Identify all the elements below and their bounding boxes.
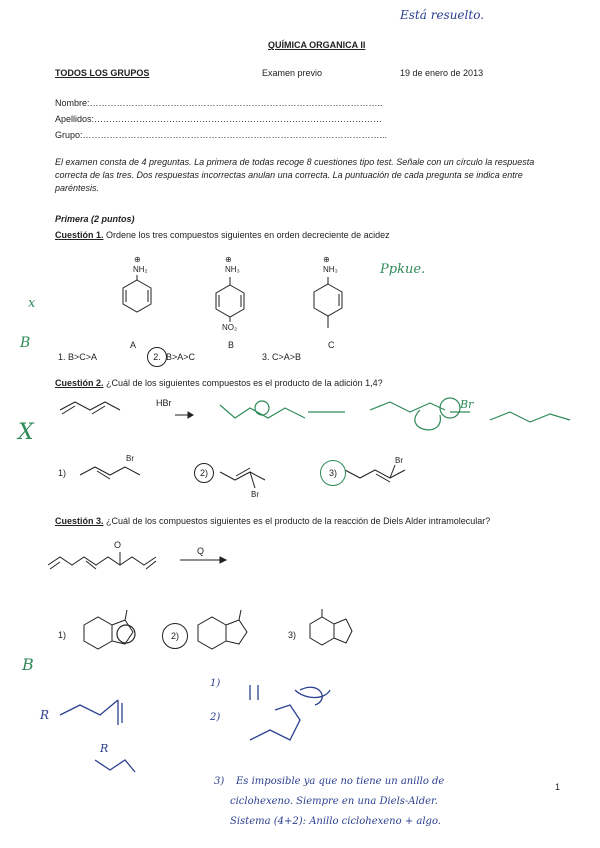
q1-option-1: 1. B>C>A bbox=[58, 352, 98, 362]
q3-option-2: 2) bbox=[162, 623, 188, 649]
plus-charge-b: ⊕ bbox=[225, 255, 232, 264]
amine-a: NH₂ bbox=[133, 265, 148, 274]
handwritten-q1-note: Ppkue. bbox=[380, 262, 426, 277]
hw-step-1: 1) bbox=[210, 678, 221, 689]
hw-step-3: 3) bbox=[214, 776, 225, 787]
page-number: 1 bbox=[555, 782, 561, 792]
label-b: B bbox=[228, 340, 235, 350]
handwritten-note-top: Está resuelto. bbox=[400, 8, 485, 22]
q2-option-3-br: Br bbox=[395, 456, 403, 465]
q3-option-3: 3) bbox=[288, 630, 297, 640]
plus-charge-c: ⊕ bbox=[323, 255, 330, 264]
q3-option-1: 1) bbox=[58, 630, 67, 640]
label-c: C bbox=[328, 340, 335, 350]
q3-heat: Q bbox=[197, 546, 205, 556]
q1-option-2: B>A>C bbox=[166, 352, 196, 362]
margin-mark-b: B bbox=[20, 335, 31, 351]
q1-option-2-circled: 2. bbox=[147, 347, 167, 367]
nitro-group: NO₂ bbox=[222, 323, 238, 332]
question-2-text: ¿Cuál de los siguientes compuestos es el producto de la adición 1,4? bbox=[103, 378, 383, 388]
hw-r: R bbox=[40, 708, 50, 722]
field-nombre: Nombre:…………………………………………………………………………………….. bbox=[55, 98, 383, 108]
amine-b: NH₃ bbox=[225, 265, 240, 274]
field-grupo: Grupo:………………………………………………………………………………………... bbox=[55, 130, 388, 140]
part-one-heading: Primera (2 puntos) bbox=[55, 214, 135, 224]
hw-line-1: Es imposible ya que no tiene un anillo de bbox=[236, 776, 445, 787]
header-groups: TODOS LOS GRUPOS bbox=[55, 68, 150, 78]
plus-charge-a: ⊕ bbox=[134, 255, 141, 264]
q2-option-2: 2) bbox=[194, 463, 214, 483]
label-a: A bbox=[130, 340, 137, 350]
header-exam: Examen previo bbox=[262, 68, 323, 78]
reagent-hbr: HBr bbox=[156, 398, 172, 408]
question-2-label: Cuestión 2. bbox=[55, 378, 104, 388]
header-date: 19 de enero de 2013 bbox=[400, 68, 484, 78]
q2-option-2-br: Br bbox=[251, 490, 259, 499]
q3-oxygen: O bbox=[114, 540, 122, 550]
question-2 bbox=[55, 378, 383, 388]
q2-option-3: 3) bbox=[320, 460, 346, 486]
document-title: QUÍMICA ORGANICA II bbox=[268, 40, 366, 50]
field-apellidos: Apellidos:…………………………………………………………………………………… bbox=[55, 114, 383, 124]
q2-option-1: 1) bbox=[58, 468, 67, 478]
hw-r2: R bbox=[100, 742, 109, 755]
q2-option-1-br: Br bbox=[126, 454, 134, 463]
question-3-text: ¿Cuál de los compuestos siguientes es el producto de la reacción de Diels Alder intramolecular? bbox=[103, 516, 491, 526]
q1-option-3: 3. C>A>B bbox=[262, 352, 302, 362]
hw-step-2: 2) bbox=[210, 712, 221, 723]
instructions: El examen consta de 4 preguntas. La primera de todas recoge 8 cuestiones tipo test. Señale con un círculo la respuesta correcta de las tres. Dos respuestas incorrectas anulan una correcta. La puntuación de cada pregunta se indica entre paréntesis. bbox=[55, 157, 535, 193]
handwritten-br: Br bbox=[460, 398, 474, 411]
hw-line-3: Sistema (4+2): Anillo ciclohexeno + algo. bbox=[230, 816, 441, 827]
question-1-text: Ordene los tres compuestos siguientes en orden decreciente de acidez bbox=[103, 230, 390, 240]
question-3-label: Cuestión 3. bbox=[55, 516, 104, 526]
margin-mark-x2: X bbox=[18, 420, 34, 445]
margin-mark-x: x bbox=[28, 296, 36, 311]
amine-c: NH₃ bbox=[323, 265, 338, 274]
hw-line-2: ciclohexeno. Siempre en una Diels-Alder. bbox=[230, 796, 438, 807]
question-3 bbox=[55, 516, 490, 526]
question-1-label: Cuestión 1. bbox=[55, 230, 104, 240]
margin-mark-b2: B bbox=[22, 655, 34, 674]
